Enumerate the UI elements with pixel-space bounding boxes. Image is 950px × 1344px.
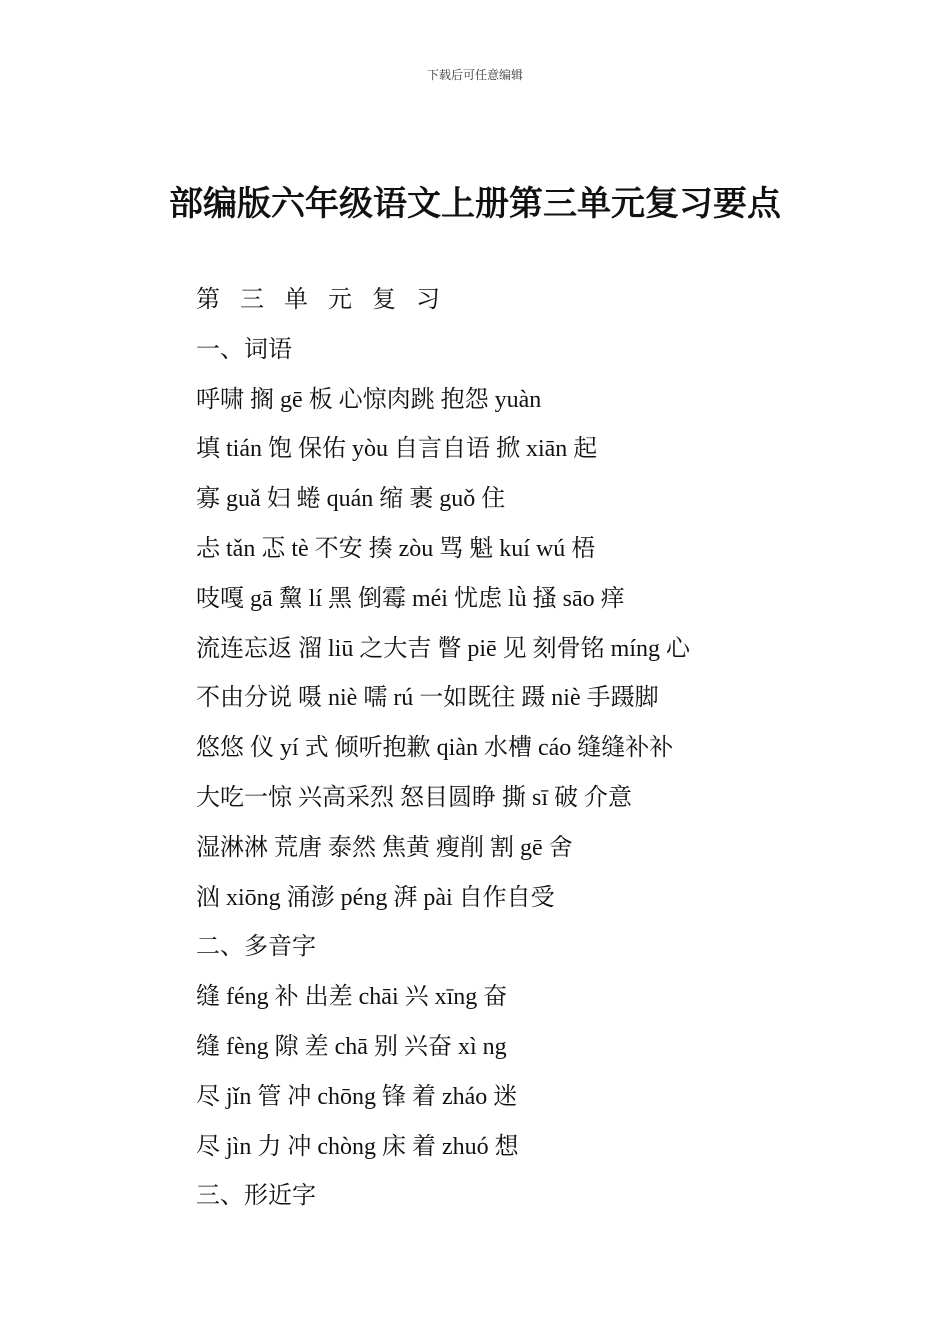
document-title: 部编版六年级语文上册第三单元复习要点 [169,184,781,224]
polyphone-line: 尽 jìn 力 冲 chòng 床 着 zhuó 想 [196,1133,519,1160]
section-heading: 第 三 单 元 复 习 [196,287,447,313]
vocabulary-line: 寡 guǎ 妇 蜷 quán 缩 裹 guǒ 住 [196,486,506,513]
vocabulary-line: 悠悠 仪 yí 式 倾听抱歉 qiàn 水槽 cáo 缝缝补补 [196,735,674,762]
vocabulary-line: 吱嘎 gā 黧 lí 黑 倒霉 méi 忧虑 lǜ 搔 sāo 痒 [196,585,625,612]
header-note: 下载后可任意编辑 [426,68,523,82]
vocabulary-line: 呼啸 搁 gē 板 心惊肉跳 抱怨 yuàn [196,386,542,413]
polyphone-line: 尽 jǐn 管 冲 chōng 锋 着 zháo 迷 [196,1083,518,1110]
vocabulary-line: 大吃一惊 兴高采烈 怒目圆睁 撕 sī 破 介意 [196,784,633,811]
subsection-heading-similar-characters: 三、形近字 [196,1183,316,1210]
vocabulary-line: 忐 tǎn 忑 tè 不安 揍 zòu 骂 魁 kuí wú 梧 [196,535,596,562]
polyphone-line: 缝 fèng 隙 差 chā 别 兴奋 xì ng [196,1033,507,1060]
subsection-heading-vocabulary: 一、词语 [196,336,292,363]
subsection-heading-polyphones: 二、多音字 [196,934,316,961]
polyphone-line: 缝 féng 补 出差 chāi 兴 xīng 奋 [196,984,508,1011]
vocabulary-line: 填 tián 饱 保佑 yòu 自言自语 掀 xiān 起 [196,436,598,463]
vocabulary-line: 汹 xiōng 涌澎 péng 湃 pài 自作自受 [196,884,555,911]
vocabulary-line: 流连忘返 溜 liū 之大吉 瞥 piē 见 刻骨铭 míng 心 [196,635,690,662]
vocabulary-line: 湿淋淋 荒唐 泰然 焦黄 瘦削 割 gē 舍 [196,834,573,861]
document-body [196,276,896,1222]
vocabulary-line: 不由分说 嗫 niè 嚅 rú 一如既往 蹑 niè 手蹑脚 [196,685,659,712]
